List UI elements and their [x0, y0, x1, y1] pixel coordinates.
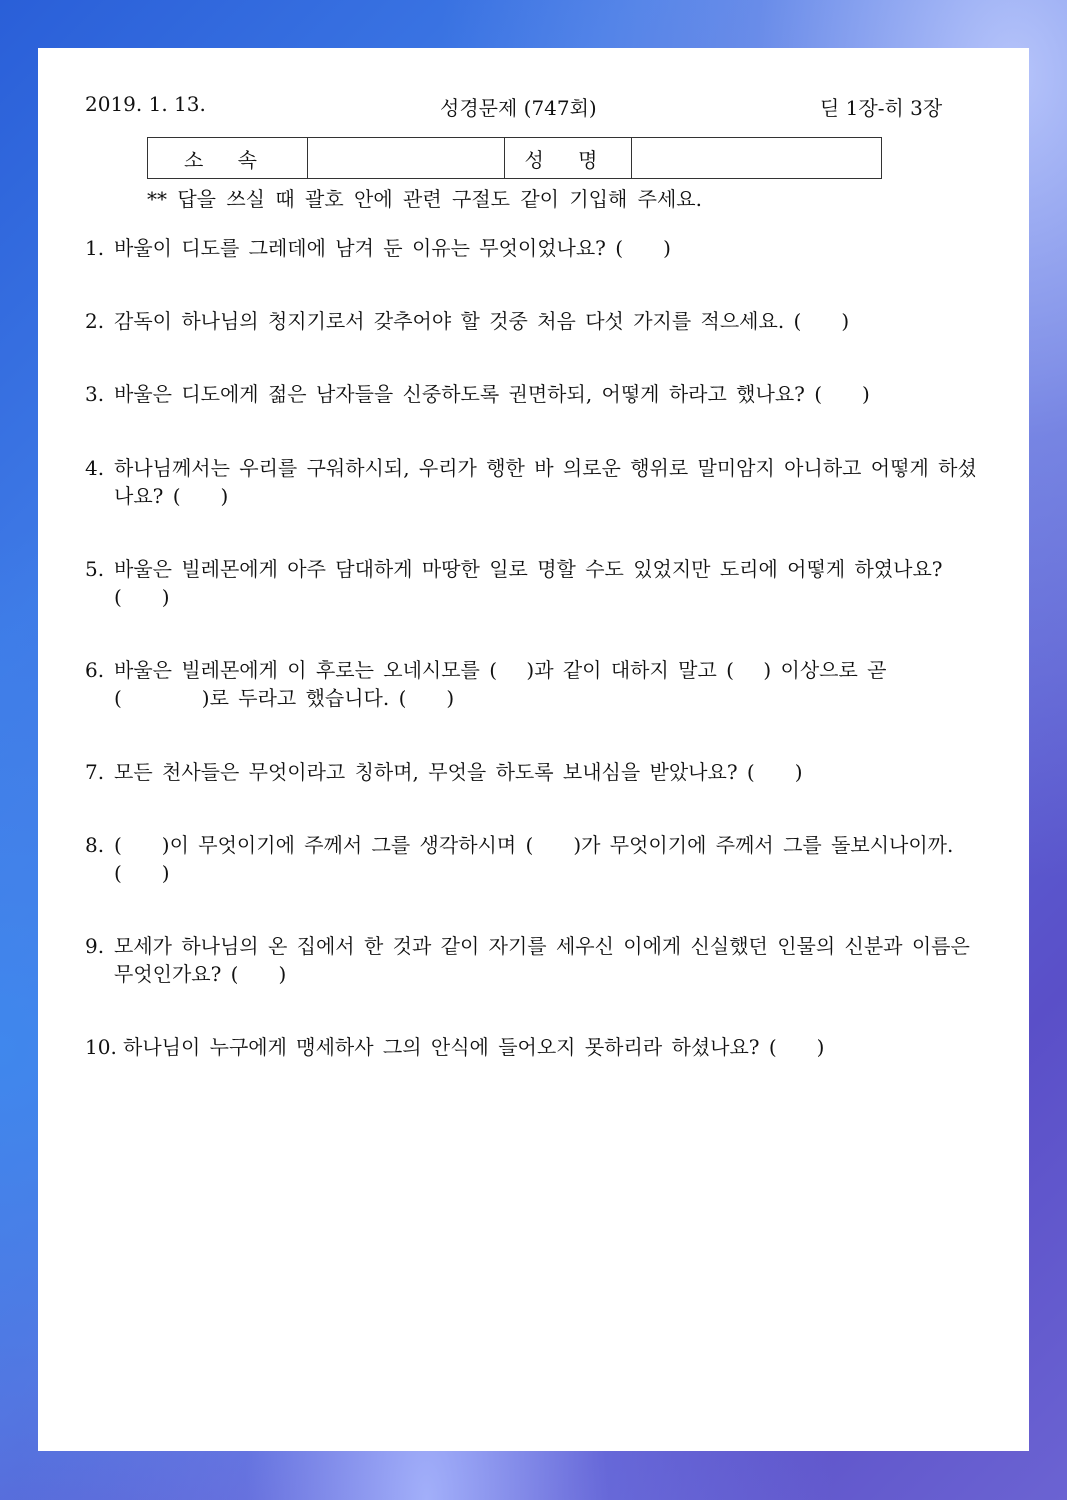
question-number: 2.	[85, 309, 105, 333]
question-text: ( )이 무엇이기에 주께서 그를 생각하시며 ( )가 무엇이기에 주께서 그를 돌보시나이까. ( )	[114, 833, 954, 885]
question-number: 9.	[85, 934, 105, 958]
worksheet-page	[38, 48, 1029, 1451]
header-title: 성경문제 (747회)	[440, 96, 597, 120]
question-text: 하나님께서는 우리를 구워하시되, 우리가 행한 바 의로운 행위로 말미암지 아니하고 어떻게 하셨나요? ( )	[114, 456, 977, 508]
name-label: 성 명	[505, 138, 632, 178]
question-number: 5.	[85, 557, 105, 581]
question-item	[85, 234, 980, 262]
instruction-note: ** 답을 쓰실 때 괄호 안에 관련 구절도 같이 기입해 주세요.	[147, 187, 702, 211]
question-number: 1.	[85, 236, 105, 260]
info-table	[147, 137, 882, 179]
question-item	[85, 555, 980, 611]
question-item	[85, 1033, 980, 1061]
question-item	[85, 656, 980, 712]
question-number: 6.	[85, 658, 105, 682]
question-number: 4.	[85, 456, 105, 480]
question-item	[85, 831, 980, 887]
header-date: 2019. 1. 13.	[85, 92, 206, 116]
question-text: 바울은 빌레몬에게 이 후로는 오네시모를 ( )과 같이 대하지 말고 ( ) 이상으로 곧 ( )로 두라고 했습니다. ( )	[114, 658, 887, 710]
question-text: 하나님이 누구에게 맹세하사 그의 안식에 들어오지 못하리라 하셨나요? ( )	[123, 1035, 825, 1059]
question-item	[85, 758, 980, 786]
question-item	[85, 380, 980, 408]
question-number: 10.	[85, 1035, 117, 1059]
question-text: 바울은 빌레몬에게 아주 담대하게 마땅한 일로 명할 수도 있었지만 도리에 어떻게 하였나요? ( )	[114, 557, 943, 609]
question-item	[85, 932, 980, 988]
question-number: 7.	[85, 760, 105, 784]
affiliation-label: 소 속	[148, 138, 308, 178]
question-number: 3.	[85, 382, 105, 406]
question-item	[85, 307, 980, 335]
question-text: 모든 천사들은 무엇이라고 칭하며, 무엇을 하도록 보내심을 받았나요? ( )	[114, 760, 803, 784]
header-chapter-range: 딛 1장-히 3장	[820, 96, 943, 120]
question-text: 바울은 디도에게 젊은 남자들을 신중하도록 권면하되, 어떻게 하라고 했나요? ( )	[114, 382, 870, 406]
question-number: 8.	[85, 833, 105, 857]
question-text: 모세가 하나님의 온 집에서 한 것과 같이 자기를 세우신 이에게 신실했던 인물의 신분과 이름은 무엇인가요? ( )	[114, 934, 970, 986]
question-text: 감독이 하나님의 청지기로서 갖추어야 할 것중 처음 다섯 가지를 적으세요. ( )	[114, 309, 850, 333]
affiliation-field[interactable]	[308, 138, 505, 178]
question-text: 바울이 디도를 그레데에 남겨 둔 이유는 무엇이었나요? ( )	[114, 236, 671, 260]
header	[38, 92, 1029, 120]
question-item	[85, 454, 980, 510]
name-field[interactable]	[632, 138, 881, 178]
